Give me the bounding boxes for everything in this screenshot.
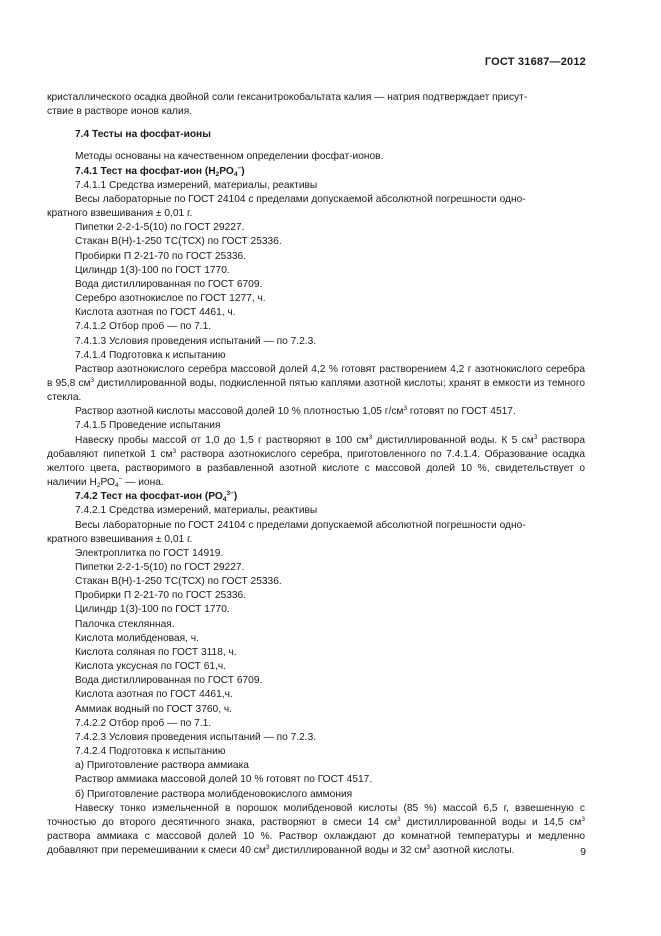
list-item: Кислота азотная по ГОСТ 4461, ч. — [75, 307, 236, 319]
text-line: Весы лабораторные по ГОСТ 24104 с пределами допускаемой абсолютной погрешности одно- — [75, 519, 526, 531]
text-line: Раствор аммиака массовой долей 10 % готовят по ГОСТ 4517. — [75, 774, 373, 786]
list-item: Вода дистиллированная по ГОСТ 6709. — [75, 278, 263, 290]
list-item: Кислота азотная по ГОСТ 4461,ч. — [75, 689, 233, 701]
subsection-heading-7-4-1: 7.4.1 Тест на фосфат-ион $(Н_2РО_4^-)$ — [75, 164, 245, 178]
list-item: Цилиндр 1(3)-100 по ГОСТ 1770. — [75, 604, 230, 616]
text-line: 7.4.2.3 Условия проведения испытаний — по 7.2.3. — [75, 731, 317, 743]
paragraph: Раствор азотной кислоты массовой долей 10 % плотностью 1,05 $г/см^3$ готовят по ГОСТ 4517. — [75, 405, 516, 418]
text-line: Весы лабораторные по ГОСТ 24104 с пределами допускаемой абсолютной погрешности одно- — [75, 193, 526, 205]
text-line: ствие в растворе ионов калия. — [47, 106, 193, 118]
list-item: Пробирки П 2-21-70 по ГОСТ 25336. — [75, 250, 247, 262]
list-item: Пипетки 2-2-1-5(10) по ГОСТ 29227. — [75, 562, 245, 573]
list-item: Палочка стеклянная. — [75, 618, 175, 630]
list-item: Стакан В(Н)-1-250 ТС(ТСХ) по ГОСТ 25336. — [75, 236, 282, 248]
paragraph: Навеску пробы массой от 1,0 до 1,5 г растворяют в 100 $см^3$ дистиллированной воды. К 5 $см^3$ раствора добавляют пипеткой 1 $см^3$ раствора азотнокислого серебра, приготовленного по 7.4.1.4. Образование осадка желтого цвета, растворимого в разбавленной азотной кислоте с массовой долей 10 %, свидетельствует о наличии $Н_2РО_4^-$ — иона. — [47, 433, 585, 490]
text-line: 7.4.2.4 Подготовка к испытанию — [75, 746, 226, 758]
text-line: 7.4.1.3 Условия проведения испытаний — по 7.2.3. — [75, 335, 317, 347]
list-item: Электроплитка по ГОСТ 14919. — [75, 547, 224, 559]
paragraph: Раствор азотнокислого серебра массовой долей 4,2 % готовят растворением 4,2 г азотнокислого серебра в 95,8 $см^3$ дистиллированной воды, подкисленной пятью каплями азотной кислоты; хранят в емкости из темного стекла. — [47, 363, 585, 404]
list-item: Кислота уксусная по ГОСТ 61,ч. — [75, 661, 226, 673]
list-item: Кислота молибденовая, ч. — [75, 632, 199, 644]
list-item: Цилиндр 1(3)-100 по ГОСТ 1770. — [75, 264, 230, 276]
paragraph: Навеску тонко измельченной в порошок молибденовой кислоты (85 %) массой 6,5 г, взвешенную с точностью до второго десятичного знака, растворяют в смеси 14 $см^3$ дистиллированной воды и 14,5 $см^3$ раствора аммиака с массовой долей 10 %. Раствор охлаждают до комнатной температуры и медленно добавляют при перемешивании к смеси 40 $см^3$ дистиллированной воды и 32 $см^3$ азотной кислоты. — [47, 802, 585, 857]
text-line: Методы основаны на качественном определении фосфат-ионов. — [75, 151, 384, 163]
page-number: 9 — [580, 846, 586, 858]
text-line: кристаллического осадка двойной соли гексанитрокобальтата калия — натрия подтверждает присут- — [47, 92, 528, 103]
list-item: Стакан В(Н)-1-250 ТС(ТСХ) по ГОСТ 25336. — [75, 576, 282, 588]
subsection-heading-7-4-2: 7.4.2 Тест на фосфат-ион $(РО_4^{3-})$ — [75, 490, 238, 504]
text-line: 7.4.1.5 Проведение испытания — [75, 420, 221, 432]
text-line: б) Приготовление раствора молибденовокислого аммония — [75, 788, 353, 800]
text-line: 7.4.1.1 Средства измерений, материалы, реактивы — [75, 179, 318, 191]
text-line: 7.4.2.2 Отбор проб — по 7.1. — [75, 717, 212, 729]
list-item: Пробирки П 2-21-70 по ГОСТ 25336. — [75, 590, 247, 602]
list-item: Вода дистиллированная по ГОСТ 6709. — [75, 675, 263, 687]
list-item: Кислота соляная по ГОСТ 3118, ч. — [75, 646, 237, 658]
text-line: 7.4.1.2 Отбор проб — по 7.1. — [75, 321, 212, 333]
text-line: кратного взвешивания ± 0,01 г. — [47, 208, 193, 220]
document-body — [47, 91, 585, 858]
section-heading-7-4: 7.4 Тесты на фосфат-ионы — [75, 129, 211, 141]
text-line: 7.4.1.4 Подготовка к испытанию — [75, 349, 226, 361]
text-line: кратного взвешивания ± 0,01 г. — [47, 533, 193, 545]
text-line: а) Приготовление раствора аммиака — [75, 760, 249, 772]
list-item: Пипетки 2-2-1-5(10) по ГОСТ 29227. — [75, 222, 245, 234]
list-item: Серебро азотнокислое по ГОСТ 1277, ч. — [75, 293, 266, 305]
list-item: Аммиак водный по ГОСТ 3760, ч. — [75, 703, 233, 715]
document-number: ГОСТ 31687—2012 — [484, 56, 586, 68]
text-line: 7.4.2.1 Средства измерений, материалы, реактивы — [75, 505, 318, 517]
